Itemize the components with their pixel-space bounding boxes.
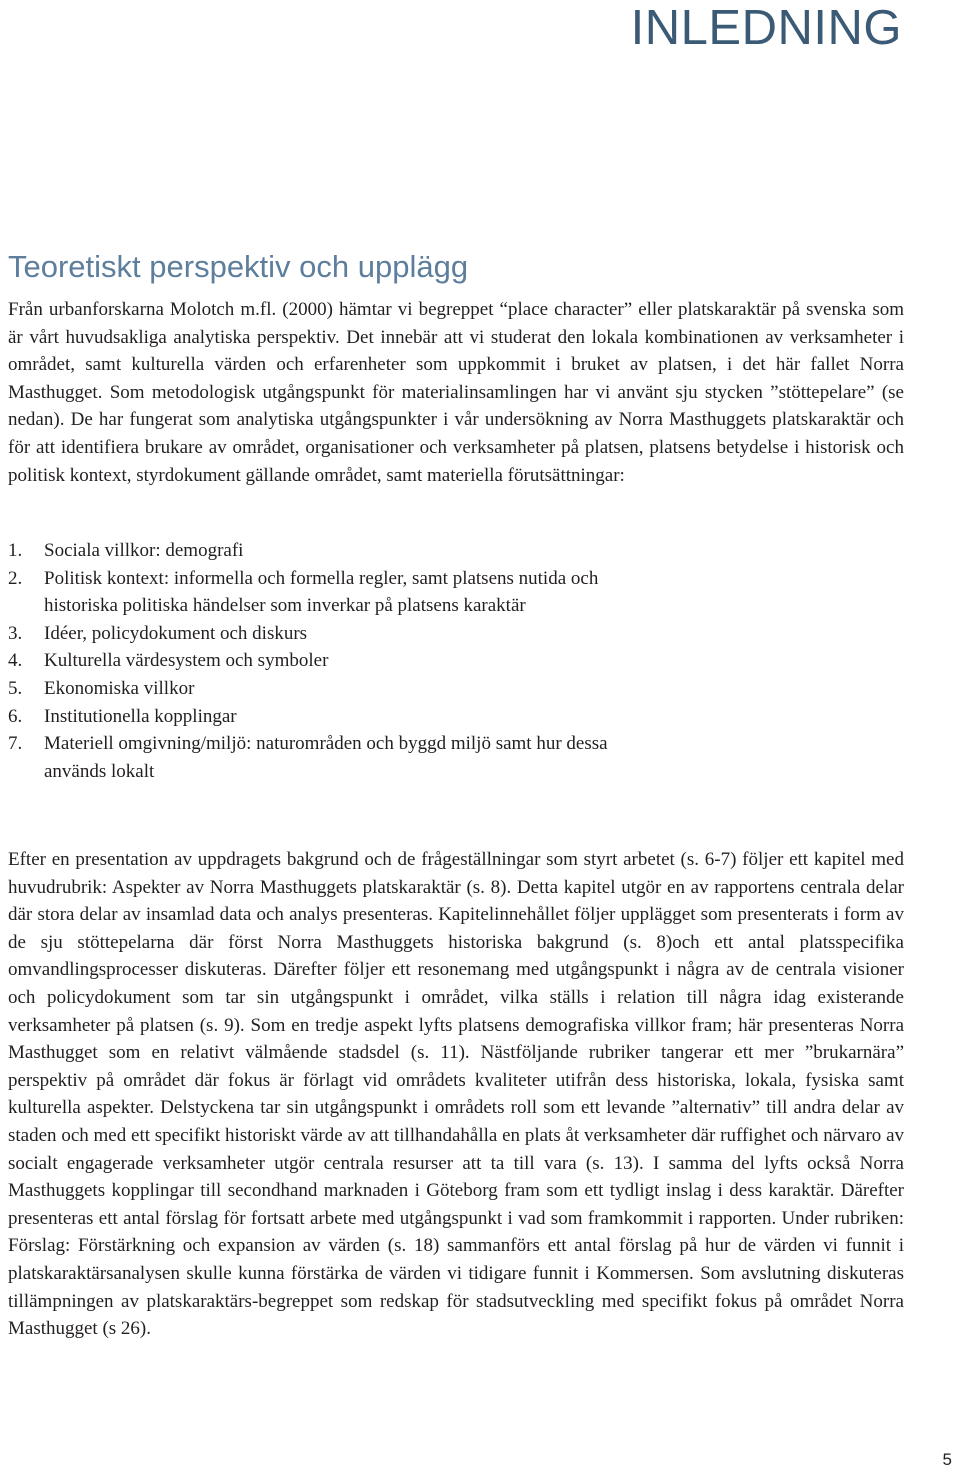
pillar-number: 7.: [8, 733, 23, 755]
pillar-text: Idéer, policydokument och diskurs: [44, 622, 308, 644]
pillar-item: [8, 565, 648, 620]
pillar-number: 4.: [8, 650, 23, 672]
pillar-text: Politisk kontext: informella och formella regler, samt platsens nutida och historiska politiska händelser som inverkar på platsens karaktär: [44, 567, 599, 617]
pillar-number: 6.: [8, 705, 23, 727]
pillar-text: Materiell omgivning/miljö: naturområden och byggd miljö samt hur dessa används lokalt: [44, 733, 608, 782]
pillar-item: [8, 703, 648, 731]
pillar-number: 3.: [8, 622, 23, 644]
section-heading: Teoretiskt perspektiv och upplägg: [8, 249, 469, 284]
page-number: 5: [942, 1450, 952, 1469]
pillar-number: 5.: [8, 677, 23, 699]
pillars-list: [8, 537, 648, 785]
pillar-number: 1.: [8, 540, 23, 561]
pillar-item: [8, 730, 648, 785]
summary-paragraph: Efter en presentation av uppdragets bakgrund och de frågeställningar som styrt arbetet (s. 6-7) följer ett kapitel med huvudrubrik: Aspekter av Norra Masthuggets platskaraktär (s. 8). Detta kapitel utgör en av rapportens centrala delar där stora delar av insamlad data och analys presenteras. Kapitelinnehållet följer upplägget som presenterats i form av de sju stöttepelarna där först Norra Masthuggets historiska bakgrund (s. 8)och ett antal platsspecifika omvandlingsprocesser diskuteras. Därefter följer ett resonemang med utgångspunkt i några av de centrala visioner och policydokument som tar sin utgångspunkt i området, vilka ställs i relation till några idag existerande verksamheter på platsen (s. 9). Som en tredje aspekt lyfts platsens demografiska villkor fram; här presenteras Norra Masthugget som en relativt välmående stadsdel (s. 11). Nästföljande rubriker tangerar ett mer ”brukarnära” perspektiv på området där fokus är förlagt vid områdets kvaliteter utifrån dess historiska, lokala, fysiska samt kulturella aspekter. Delstyckena tar sin utgångspunkt i områdets roll som ett levande ”alternativ” till andra delar av staden och med ett specifikt historiskt värde av att tillhandahålla en plats åt verksamheter där ruffighet och närvaro av socialt engagerade verksamheter utgör centrala resurser att ta till vara (s. 13). I samma del lyfts också Norra Masthuggets kopplingar till secondhand marknaden i Göteborg fram som ett tydligt inslag i dess karaktär. Därefter presenteras ett antal förslag för fortsatt arbete med utgångspunkt i vad som framkommit i rapporten. Under rubriken: Förslag: Förstärkning och expansion av värden (s. 18) sammanförs ett antal förslag på hur de värden vi funnit i platskaraktärsanalysen skulle kunna förstärka de värden vi tidigare funnit i Kommersen. Som avslutning diskuteras tillämpningen av platskaraktärs-begreppet som redskap för stadsutveckling med specifikt fokus på området Norra Masthugget (s 26).: [8, 849, 904, 1340]
pillar-text: Kulturella värdesystem och symboler: [44, 650, 329, 672]
pillar-text: Sociala villkor: demografi: [44, 540, 244, 561]
pillar-item: [8, 675, 648, 703]
pillar-item: [8, 620, 648, 648]
intro-paragraph: Från urbanforskarna Molotch m.fl. (2000) hämtar vi begreppet “place character” eller platskaraktär på svenska som är vårt huvudsakliga analytiska perspektiv. Det innebär att vi studerat den lokala kombinationen av verksamheter i området, samt kulturella värden och erfarenheter som uppkommit i bruket av platsen, i det här fallet Norra Masthugget. Som metodologisk utgångspunkt för materialinsamlingen har vi använt sju stycken ”stöttepelare” (se nedan). De har fungerat som analytiska utgångspunkter i vår undersökning av Norra Masthuggets platskaraktär och för att identifiera brukare av området, organisationer och verksamheter på platsen, platsens betydelse i historisk och politisk kontext, styrdokument gällande området, samt materiella förutsättningar:: [8, 299, 904, 486]
chapter-title: INLEDNING: [630, 1, 902, 55]
pillar-item: [8, 647, 648, 675]
pillar-number: 2.: [8, 567, 23, 589]
pillar-text: Ekonomiska villkor: [44, 677, 195, 699]
pillar-text: Institutionella kopplingar: [44, 705, 237, 727]
pillar-item: [8, 537, 648, 565]
